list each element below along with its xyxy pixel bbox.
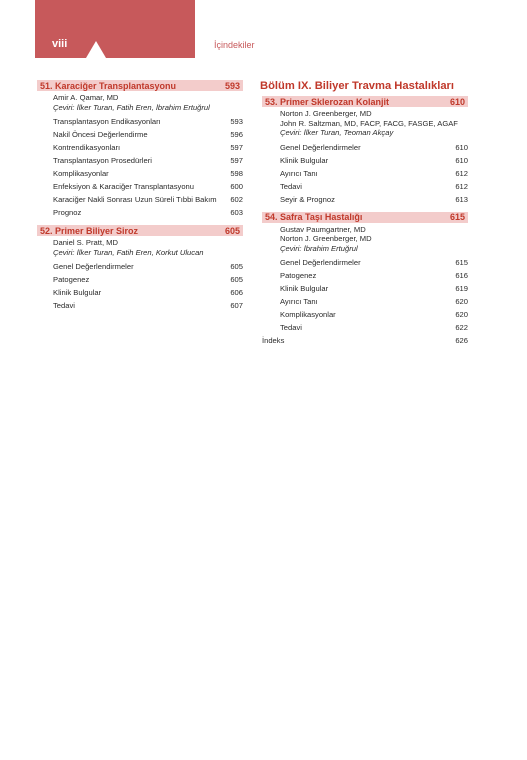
page-number: viii [52,38,68,50]
chapter-54-heading[interactable] [262,212,468,223]
entry-page: 597 [230,156,243,165]
chapter-51-details [53,93,243,219]
toc-entry[interactable] [53,260,243,273]
entry-page: 605 [230,275,243,284]
chapter-author: Amir A. Qamar, MD [53,93,119,102]
chapter-52-heading[interactable] [37,225,243,236]
entry-title: Tedavi [53,301,75,310]
chapter-54-details [262,224,468,348]
entry-page: 615 [455,258,468,267]
entry-page: 619 [455,284,468,293]
part-title: Bölüm IX. Biliyer Travma Hastalıkları [260,80,454,92]
entry-title: Genel Değerlendirmeler [53,262,134,271]
chapter-translators: Çeviri: İlker Turan, Fatih Eren, Korkut Ulucan [53,247,204,257]
chapter-53-details [280,109,468,206]
entry-page: 612 [455,168,468,178]
chapter-title: 52. Primer Biliyer Siroz [40,225,139,236]
entry-title: Genel Değerlendirmeler [280,142,361,152]
entry-page: 600 [230,182,243,191]
entry-title: Kontrendikasyonları [53,143,121,152]
entry-title: Klinik Bulgular [53,288,102,297]
toc-entry[interactable] [53,273,243,286]
entry-page: 620 [455,310,468,319]
toc-left-column [37,80,243,312]
chapter-page: 605 [224,225,240,236]
entry-page: 607 [230,301,243,310]
entry-title: Genel Değerlendirmeler [280,258,361,267]
entry-title: Tedavi [280,181,302,191]
toc-entry[interactable] [280,269,468,282]
toc-entry[interactable] [280,193,468,206]
entry-title: İndeks [262,336,285,345]
entry-page: 598 [230,169,243,178]
toc-entry[interactable] [280,295,468,308]
toc-entry[interactable] [53,128,243,141]
running-title: İçindekiler [214,40,255,50]
toc-entry[interactable] [280,180,468,193]
toc-entry[interactable] [280,282,468,295]
toc-entry[interactable] [53,193,243,206]
entry-title: Karaciğer Nakli Sonrası Uzun Süreli Tıbbi Bakım [53,195,217,204]
toc-entry[interactable] [53,299,243,312]
chapter-author: John R. Saltzman, MD, FACP, FACG, FASGE, AGAF [280,118,458,128]
entry-page: 593 [230,117,243,126]
toc-entry[interactable] [280,308,468,321]
entry-title: Ayırıcı Tanı [280,168,318,178]
chapter-author: Gustav Paumgartner, MD [280,224,366,234]
entry-page: 610 [455,142,468,152]
entry-page: 612 [455,181,468,191]
chapter-author: Norton J. Greenberger, MD [280,109,372,118]
entry-page: 613 [455,194,468,204]
chapter-title: 53. Primer Sklerozan Kolanjit [265,96,390,107]
entry-page: 596 [230,130,243,139]
chapter-author: Norton J. Greenberger, MD [280,234,372,243]
toc-right-column [262,80,468,347]
toc-entry[interactable] [53,167,243,180]
chapter-page: 610 [449,96,465,107]
entry-title: Patogenez [53,275,90,284]
entry-title: Klinik Bulgular [280,284,329,293]
toc-entry[interactable] [53,141,243,154]
toc-entry[interactable] [53,154,243,167]
entry-title: Tedavi [280,323,302,332]
header-notch [86,41,106,58]
entry-page: 597 [230,143,243,152]
entry-page: 616 [455,271,468,280]
chapter-page: 615 [449,212,465,222]
entry-title: Seyir & Prognoz [280,194,335,204]
entry-page: 603 [230,208,243,217]
toc-entry[interactable] [280,167,468,180]
entry-title: Klinik Bulgular [280,155,329,165]
chapter-51-heading[interactable] [37,80,243,91]
toc-entry[interactable] [280,141,468,154]
chapter-title: 51. Karaciğer Transplantasyonu [40,80,177,91]
entry-title: Transplantasyon Endikasyonları [53,117,161,126]
entry-page: 626 [455,336,468,345]
toc-entry[interactable] [53,115,243,128]
entry-title: Komplikasyonlar [280,310,336,319]
entry-page: 622 [455,323,468,332]
toc-entry[interactable] [280,321,468,334]
entry-title: Patogenez [280,271,317,280]
toc-entry[interactable] [53,206,243,219]
index-entry[interactable] [262,334,468,347]
entry-title: Prognoz [53,208,82,217]
entry-title: Ayırıcı Tanı [280,297,318,306]
entry-page: 605 [230,262,243,271]
chapter-translators: Çeviri: İbrahim Ertuğrul [280,243,358,253]
chapter-title: 54. Safra Taşı Hastalığı [265,212,363,222]
chapter-53-heading[interactable] [262,96,468,107]
entry-title: Enfeksiyon & Karaciğer Transplantasyonu [53,182,194,191]
entry-page: 620 [455,297,468,306]
toc-entry[interactable] [280,256,468,269]
entry-title: Komplikasyonlar [53,169,109,178]
chapter-translators: Çeviri: İlker Turan, Teoman Akçay [280,128,394,137]
entry-page: 602 [230,195,243,204]
chapter-page: 593 [224,80,240,91]
entry-title: Transplantasyon Prosedürleri [53,156,152,165]
toc-entry[interactable] [280,154,468,167]
chapter-52-details [53,238,243,312]
chapter-translators: Çeviri: İlker Turan, Fatih Eren, İbrahim Ertuğrul [53,102,210,112]
toc-entry[interactable] [53,180,243,193]
entry-title: Nakil Öncesi Değerlendirme [53,130,148,139]
toc-entry[interactable] [53,286,243,299]
entry-page: 606 [230,288,243,297]
chapter-author: Daniel S. Pratt, MD [53,238,118,247]
entry-page: 610 [455,155,468,165]
